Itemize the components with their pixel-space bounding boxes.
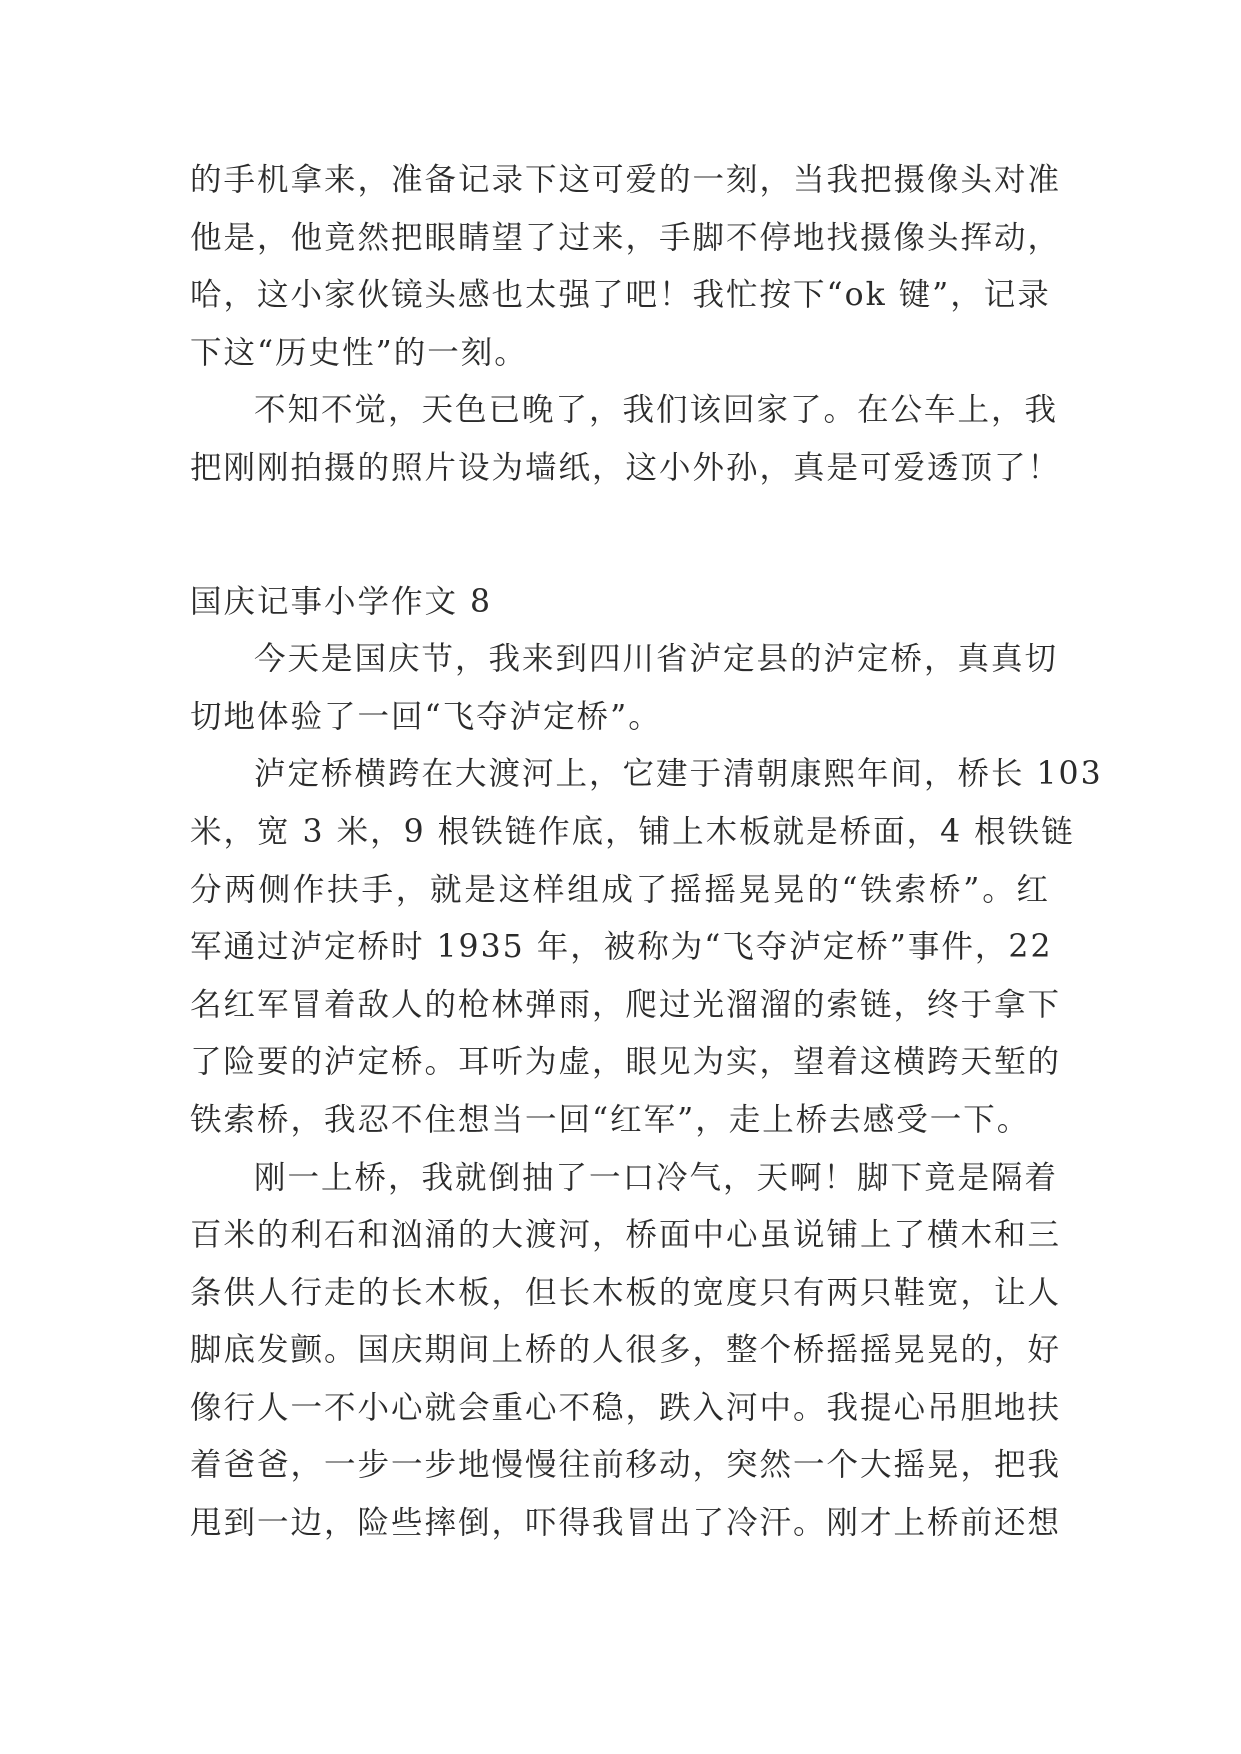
text-line: 像行人一不小心就会重心不稳，跌入河中。我提心吊胆地扶 [190,1389,1062,1426]
text-line: 切地体验了一回“飞夺泸定桥”。 [190,698,662,735]
text-line: 的手机拿来，准备记录下这可爱的一刻，当我把摄像头对准 [190,162,1062,198]
text-line: 分两侧作扶手，就是这样组成了摇摇晃晃的“铁索桥”。红 [190,871,1050,908]
text-line: 泸定桥横跨在大渡河上，它建于清朝康熙年间，桥长 103 [254,756,1103,793]
text-line: 条供人行走的长木板，但长木板的宽度只有两只鞋宽，让人 [190,1274,1062,1311]
section-spacer [190,498,1050,574]
text-line: 铁索桥，我忍不住想当一回“红军”，走上桥去感受一下。 [190,1101,1031,1138]
text-line: 了险要的泸定桥。耳听为虚，眼见为实，望着这横跨天堑的 [190,1044,1062,1081]
text-line: 脚底发颤。国庆期间上桥的人很多，整个桥摇摇晃晃的，好 [190,1332,1062,1369]
section-title: 国庆记事小学作文 8 [190,583,493,620]
paragraph [190,382,1062,497]
text-line: 着爸爸，一步一步地慢慢往前移动，突然一个大摇晃，把我 [190,1447,1062,1484]
paragraph [190,746,1103,1149]
paragraph [190,631,1059,746]
text-line: 把刚刚拍摄的照片设为墙纸，这小外孙，真是可爱透顶了！ [190,449,1062,486]
text-line: 名红军冒着敌人的枪林弹雨，爬过光溜溜的索链，终于拿下 [190,986,1062,1023]
text-line: 甩到一边，险些摔倒，吓得我冒出了冷汗。刚才上桥前还想 [190,1505,1062,1542]
text-line: 他是，他竟然把眼睛望了过来，手脚不停地找摄像头挥动， [190,219,1062,256]
text-line: 百米的利石和汹涌的大渡河，桥面中心虽说铺上了横木和三 [190,1217,1062,1254]
paragraph [190,1150,1062,1553]
text-line: 军通过泸定桥时 1935 年，被称为“飞夺泸定桥”事件，22 [190,929,1053,966]
document-body [190,152,1103,1553]
paragraph-continued [190,152,1062,382]
text-line: 哈，这小家伙镜头感也太强了吧！我忙按下“ok 键”，记录 [190,277,1051,314]
text-line: 今天是国庆节，我来到四川省泸定县的泸定桥，真真切 [254,641,1059,678]
text-line: 不知不觉，天色已晚了，我们该回家了。在公车上，我 [254,392,1059,429]
text-line: 下这“历史性”的一刻。 [190,334,528,371]
text-line: 米，宽 3 米，9 根铁链作底，铺上木板就是桥面，4 根铁链 [190,813,1075,850]
text-line: 刚一上桥，我就倒抽了一口冷气，天啊！脚下竟是隔着 [254,1159,1059,1196]
